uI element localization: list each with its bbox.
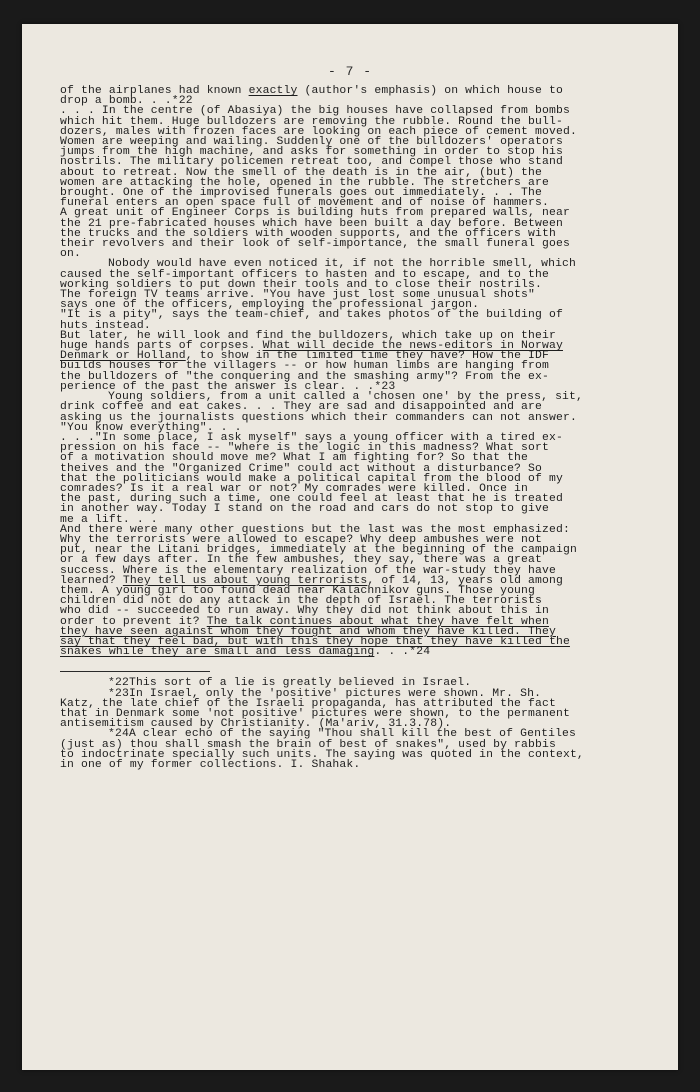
- text-line: builds houses for the villagers -- or how human limbs are hanging from: [60, 360, 549, 373]
- text-line: And there were many other questions but the last was the most emphasized:: [60, 523, 570, 536]
- text-line: me a lift. . .: [60, 513, 158, 526]
- text-line: them. A young girl too found dead near Kalachnikov guns. Those young: [60, 584, 536, 597]
- footnote-divider: [60, 671, 210, 672]
- text-line: women are attacking the hole, opened in the rubble. The stretchers are: [60, 176, 549, 189]
- text-line: the past, during such a time, one could feel at least that he is treated: [60, 493, 563, 506]
- footnote-22: *22This sort of a lie is greatly believed in Israel.: [108, 677, 472, 690]
- text-line: . . ."In some place, I ask myself" says a young officer with a tired ex-: [60, 431, 563, 444]
- text-line: the 21 pre-fabricated houses which have been built a day before. Between: [60, 217, 563, 230]
- body-text: [60, 86, 652, 770]
- text-line: pression on his face -- "where is the logic in this madness? What sort: [60, 442, 549, 455]
- text-line: drop a bomb. . .*22: [60, 95, 193, 108]
- text-line: working soldiers to put down their tools and to close their nostrils.: [60, 278, 542, 291]
- text-line: snakes while they are small and less damaging. . .*24: [60, 646, 431, 659]
- text-line: Denmark or Holland, to show in the limited time they have? How the IDF: [60, 350, 549, 363]
- text-line: children did not do any attack in the depth of Israel. The terrorists: [60, 595, 542, 608]
- text-line: huts instead.: [60, 319, 151, 332]
- underlined-passage: They tell us about young terrorists: [122, 574, 368, 587]
- text-line: asking us the journalists questions which their commanders can not answer.: [60, 411, 577, 424]
- footnote-24: *24A clear echo of the saying "Thou shall kill the best of Gentiles: [108, 728, 577, 741]
- text-line: funeral enters an open space full of movement and of noise of hammers.: [60, 197, 549, 210]
- underlined-passage: snakes while they are small and less damaging: [60, 646, 375, 659]
- text-line: But later, he will look and find the bulldozers, which take up on their: [60, 329, 556, 342]
- text-line: of a motivation should move me? What I am fighting for? So that the: [60, 452, 529, 465]
- emphasis-exactly: exactly: [248, 85, 298, 97]
- text-line: the bulldozers of "the conquering and the smashing army"? From the ex-: [60, 370, 549, 383]
- text-line: their revolvers and their look of self-importance, the small funeral goes: [60, 238, 570, 251]
- text-line: dozers, males with frozen faces are looking on each piece of cement moved.: [60, 125, 577, 138]
- text-line: brought. One of the improvised funerals goes out immediately. . . The: [60, 187, 542, 200]
- text-line: on.: [60, 248, 81, 261]
- text-line: Young soldiers, from a unit called a 'chosen one' by the press, sit,: [108, 391, 584, 404]
- text-line: theives and the "Organized Crime" could act without a disturbance? So: [60, 462, 542, 475]
- footnote-line: to indoctrinate specially such units. The saying was quoted in the context,: [60, 748, 584, 761]
- underlined-passage: What will decide the news-editors in Norway: [262, 340, 563, 353]
- text-line: perience of the past the answer is clear. . .*23: [60, 380, 396, 393]
- text-line: "You know everything". . .: [60, 421, 242, 434]
- text-line: . . . In the centre (of Abasiya) the big houses have collapsed from bombs: [60, 105, 570, 118]
- underlined-passage: they have seen against whom they fought and whom they have killed. They: [60, 625, 556, 638]
- footnotes: [60, 678, 652, 770]
- text-line: says one of the officers, employing the professional jargon.: [60, 299, 480, 312]
- text-line: that the politicians would make a political capital from the blood of my: [60, 472, 563, 485]
- footnote-line: antisemitism caused by Christianity. (Ma'ariv, 31.3.78).: [60, 718, 452, 731]
- text-line: Why the terrorists were allowed to escape? Why deep ambushes were not: [60, 533, 542, 546]
- text-line: who did -- succeeded to run away. Why they did not think about this in: [60, 605, 549, 618]
- underlined-passage: say that they feel bad, but with this they hope that they have killed the: [60, 635, 570, 648]
- underlined-passage: The talk continues about what they have felt when: [206, 615, 549, 628]
- footnote-line: in one of my former collections. I. Shahak.: [60, 759, 361, 771]
- text-line: learned? They tell us about young terrorists, of 14, 13, years old among: [60, 574, 563, 587]
- text-line: caused the self-important officers to hasten and to escape, and to the: [60, 268, 549, 281]
- text-line: order to prevent it? The talk continues about what they have felt when: [60, 615, 549, 628]
- text-line: which hit them. Huge bulldozers are removing the rubble. Round the bull-: [60, 115, 563, 128]
- text-line: success. Where is the elementary realization of the war-study they have: [60, 564, 556, 577]
- text-line: or a few days after. In the few ambushes, they say, there was a great: [60, 554, 542, 567]
- footnote-line: (just as) thou shall smash the brain of best of snakes", used by rabbis: [60, 738, 556, 751]
- text-line: Women are weeping and wailing. Suddenly one of the bulldozers' operators: [60, 136, 563, 149]
- text-line: The foreign TV teams arrive. "You have just lost some unusual shots": [60, 289, 536, 302]
- footnote-line: Katz, the late chief of the Israeli propaganda, has attributed the fact: [60, 697, 556, 710]
- footnote-23: *23In Israel, only the 'positive' pictures were shown. Mr. Sh.: [108, 687, 542, 700]
- text-line: the trucks and the soldiers with wooden supports, and the officers with: [60, 227, 556, 240]
- typed-page: [22, 24, 678, 1070]
- text-line: A great unit of Engineer Corps is building huts from prepared walls, near: [60, 207, 570, 220]
- text-line: Nobody would have even noticed it, if not the horrible smell, which: [108, 258, 577, 271]
- text-line: huge hands parts of corpses. What will decide the news-editors in Norway: [60, 340, 563, 353]
- text-line: jumps from the high machine, and asks for something in order to stop his: [60, 146, 563, 159]
- underlined-passage: Denmark or Holland: [60, 350, 186, 363]
- text-line: put, near the Litani bridges, immediately at the beginning of the campaign: [60, 544, 577, 557]
- text-line: nostrils. The military policemen retreat too, and compel those who stand: [60, 156, 563, 169]
- text-line: about to retreat. Now the smell of the death is in the air, (but) the: [60, 166, 542, 179]
- text-line: comrades? Is it a real war or not? My comrades were killed. Once in: [60, 482, 529, 495]
- page-number: - 7 -: [327, 64, 372, 79]
- text-line: drink coffee and eat cakes. . . They are sad and disappointed and are: [60, 401, 542, 414]
- text-line: in another way. Today I stand on the road and cars do not stop to give: [60, 503, 549, 516]
- footnote-line: that in Denmark some 'not positive' pictures were shown, to the permanent: [60, 707, 570, 720]
- text-line: of the airplanes had known exactly (author's emphasis) on which house to: [60, 85, 563, 97]
- text-line: "It is a pity", says the team-chief, and takes photos of the building of: [60, 309, 563, 322]
